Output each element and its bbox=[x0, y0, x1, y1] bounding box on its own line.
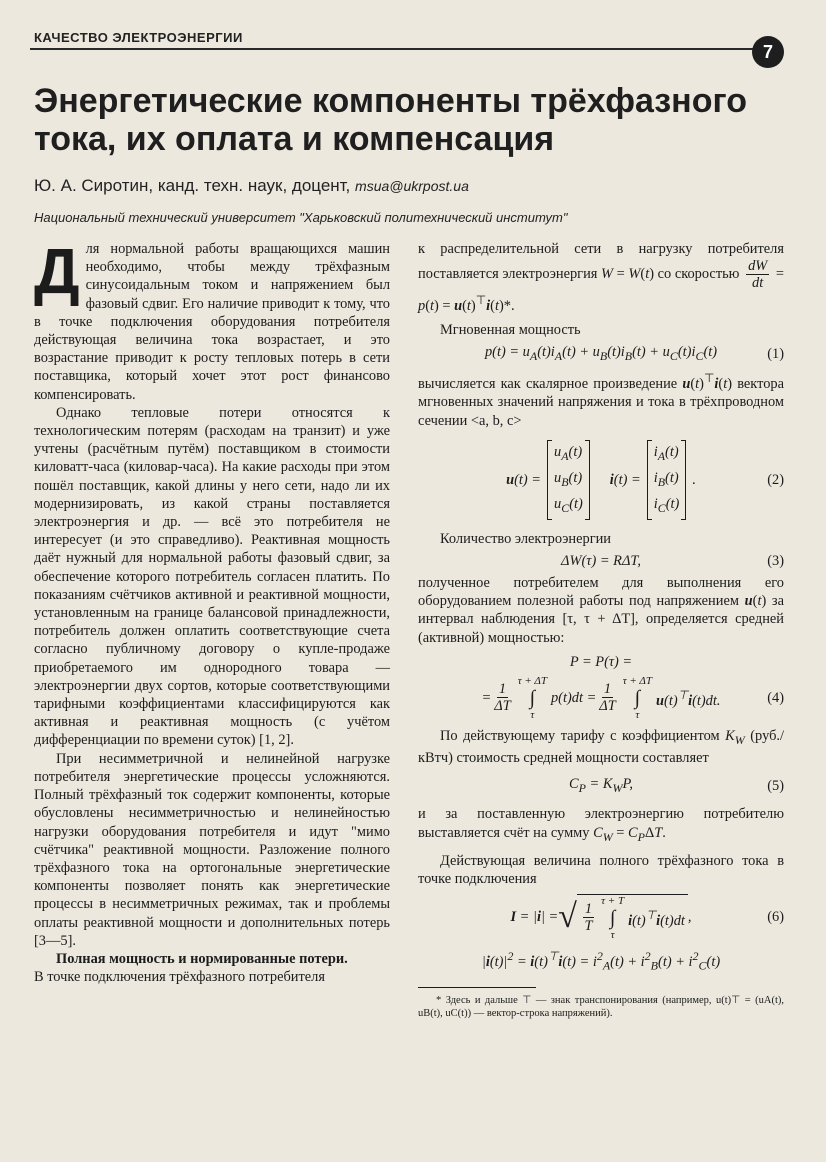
formula-sqrt: √ $\frac{1}{T}$ τ + T ∫ τ i(t)⊤i(t)dt bbox=[558, 894, 688, 941]
dropcap: Д bbox=[34, 235, 80, 307]
right-column bbox=[418, 240, 784, 1020]
paragraph-scalar-product-text-2: вектора мгновенных значений напряжения и тока в трёхпроводном сечении <a, b, c> bbox=[418, 376, 784, 429]
equation-5: $C_P = K_WP$, (5) bbox=[568, 776, 784, 796]
equation-5-number: (5) bbox=[767, 778, 784, 795]
affiliation: Национальный технический университет "Харьковский политехнический институт" bbox=[34, 210, 568, 225]
paragraph-full-power-text: В точке подключения трёхфазного потребителя bbox=[34, 969, 325, 986]
header-rule bbox=[30, 48, 760, 50]
equation-3-number: (3) bbox=[767, 552, 784, 569]
footnote-rule bbox=[418, 987, 536, 988]
equation-4-line-1: P = P(τ) = bbox=[569, 653, 633, 670]
equation-3: ΔW(τ) = RΔT, (3) bbox=[561, 552, 784, 569]
section-header: КАЧЕСТВО ЭЛЕКТРОЭНЕРГИИ bbox=[34, 30, 243, 45]
paragraph-tariff-text: По действующему тарифу с коэффициентом bbox=[440, 727, 720, 744]
page-number-badge: 7 bbox=[752, 36, 784, 68]
matrix-u: $u_A(t)$ $u_B(t)$ $u_C(t)$ bbox=[547, 440, 590, 520]
formula-dwdt: $\frac{dW}{dt}$ bbox=[748, 258, 768, 292]
equation-1: $p(t) = u_A(t)i_A(t) + u_B(t)i_B(t) + u_C(t)i_C(t)$ (1) bbox=[484, 344, 784, 364]
paragraph-thermal-losses: Однако тепловые потери относятся к технологическим потерям (расходам на транзит) и уже учтены (расчётным путём) поставщиком в стоимости киловатт-часа (киловар-часа). На какие расходы при этом пошёл поставщик, какой длины у него сети, надо ли их модернизировать, из какой страны поставляется электроэнергия и др. — всё это потребителя не интересует (и это справедливо). Реактивная мощность даёт нужный для нормальной работы фазовый сдвиг, за обеспечение которого потребитель согласен платить. По показаниям счётчиков активной и реактивной мощности, установленным на границе балансовой принадлежности, потребитель должен оплатить соответствующие счета согласно публичному договору о купле-продаже приобретаемого им однородного товара — электроэнергии двух сортов, которые соответствующими тарифными коэффициентами классифицируются как активная и реактивная мощность (с учётом дифференциации по времени суток) [1, 2]. bbox=[34, 404, 390, 749]
paragraph-rms-current: Действующая величина полного трёхфазного тока в точке подключения bbox=[418, 852, 784, 887]
paragraph-instant-power: Мгновенная мощность bbox=[440, 322, 581, 339]
paragraph-intro-text: ля нормальной работы вращающихся машин необходимо, чтобы между трёхфазным синусоидальным током и напряжением был фазовый сдвиг. Его наличие приводит к тому, что в точке подключения оборудования потребителя действующая величина тока возрастает, и это возрастание приводит к росту тепловых потерь в сети поставщика, который хочет этот рост финансово компенсировать. bbox=[34, 241, 390, 403]
paragraph-scalar-product-text: вычисляется как скалярное произведение bbox=[418, 376, 678, 393]
paragraph-intro bbox=[34, 235, 390, 404]
author-email[interactable]: msua@ukrpost.ua bbox=[355, 178, 469, 194]
author-name: Ю. А. Сиротин, канд. техн. наук, доцент, bbox=[34, 176, 351, 195]
paragraph-average-power-text: полученное потребителем для выполнения его оборудованием полезной работы под напряжением bbox=[418, 574, 784, 610]
footnote: * Здесь и дальше ⊤ — знак транспонирования (например, u(t)⊤ = (uA(t), uB(t), uC(t)) — вектор-строка напряжений). bbox=[418, 994, 784, 1019]
paragraph-invoice-text: и за поставленную электроэнергию потребителю выставляется счёт на сумму bbox=[418, 806, 784, 841]
equation-4: = $\frac{1}{\Delta T}$ τ + ΔT ∫ τ p(t)dt = $\frac{1}{\Delta T}$ τ + ΔT ∫ τ u(t)⊤i(t)dt. (4) bbox=[481, 674, 784, 721]
paragraph-scalar-product: вычисляется как скалярное произведение u(t)⊤i(t) вектора мгновенных значений напряжения и тока в трёхпроводном сечении <a, b, c> bbox=[418, 371, 784, 429]
equation-2: u(t) = $u_A(t)$ $u_B(t)$ $u_C(t)$ i(t) = $i_A(t)$ $i_B(t)$ $i_C(t)$ . (2) bbox=[418, 440, 784, 520]
paragraph-tariff: По действующему тарифу с коэффициентом $K_W$ (руб./кВтч) стоимость средней мощности составляет bbox=[418, 727, 784, 767]
formula-inline-W: W bbox=[601, 266, 614, 283]
paragraph-full-power bbox=[34, 950, 390, 986]
paragraph-energy-amount: Количество электроэнергии bbox=[440, 530, 612, 547]
paragraph-tariff-text-2: (руб./кВтч) стоимость средней мощности составляет bbox=[418, 727, 784, 767]
article-title: Энергетические компоненты трёхфазного тока, их оплата и компенсация bbox=[34, 82, 747, 158]
paragraph-asymmetric-load: При несимметричной и нелинейной нагрузке потребителя энергетические процессы усложняются. Полный трёхфазный ток содержит компоненты, которые обусловлены несимметричностью и нелинейностью нагрузки оборудования потребителя и идут "мимо счётчика" реактивной мощности. Разложение полного трёхфазного тока на ортогональные энергетические компоненты позволяет понять как энергетические процессы в несимметричных режимах, так и проблемы оплаты реактивной мощности и дополнительных потерь [3—5]. bbox=[34, 750, 390, 949]
paragraph-average-power: полученное потребителем для выполнения его оборудованием полезной работы под напряжением u(t) за интервал наблюдения [τ, τ + ΔT], определяется средней (активной) мощностью: bbox=[418, 574, 784, 646]
equation-6-number: (6) bbox=[767, 909, 784, 926]
paragraph-average-power-text-2: за интервал наблюдения [τ, τ + ΔT], определяется средней (активной) мощностью: bbox=[418, 593, 784, 646]
matrix-i: $i_A(t)$ $i_B(t)$ $i_C(t)$ bbox=[647, 440, 687, 520]
equation-1-number: (1) bbox=[767, 346, 784, 363]
equation-6: I = |i| = √ $\frac{1}{T}$ τ + T ∫ τ i(t)⊤i(t)dt , (6) bbox=[510, 894, 784, 941]
paragraph-supply: к распределительной сети в нагрузку потребителя поставляется электроэнергия W = W(t) со скоростью $\frac{dW}{dt}$ = p(t) = u(t)⊤i(t)*. bbox=[418, 241, 784, 314]
left-column bbox=[34, 235, 390, 986]
paragraph-supply-text-2: со скоростью bbox=[657, 266, 740, 283]
paragraph-supply-text: к распределительной сети в нагрузку потребителя поставляется электроэнергия bbox=[418, 241, 784, 283]
equation-2-number: (2) bbox=[767, 471, 784, 488]
equation-6b: $|i(t)|^2 = i(t)^⊤i(t) = i^2_A(t) + i^2_B(t) + i^2_C(t)$ bbox=[481, 948, 721, 973]
subheading-full-power: Полная мощность и нормированные потери. bbox=[56, 950, 348, 967]
paragraph-invoice: и за поставленную электроэнергию потребителю выставляется счёт на сумму $C_W = C_P\Delta T$. bbox=[418, 806, 784, 844]
equation-4-number: (4) bbox=[767, 689, 784, 706]
author-line bbox=[34, 176, 469, 196]
